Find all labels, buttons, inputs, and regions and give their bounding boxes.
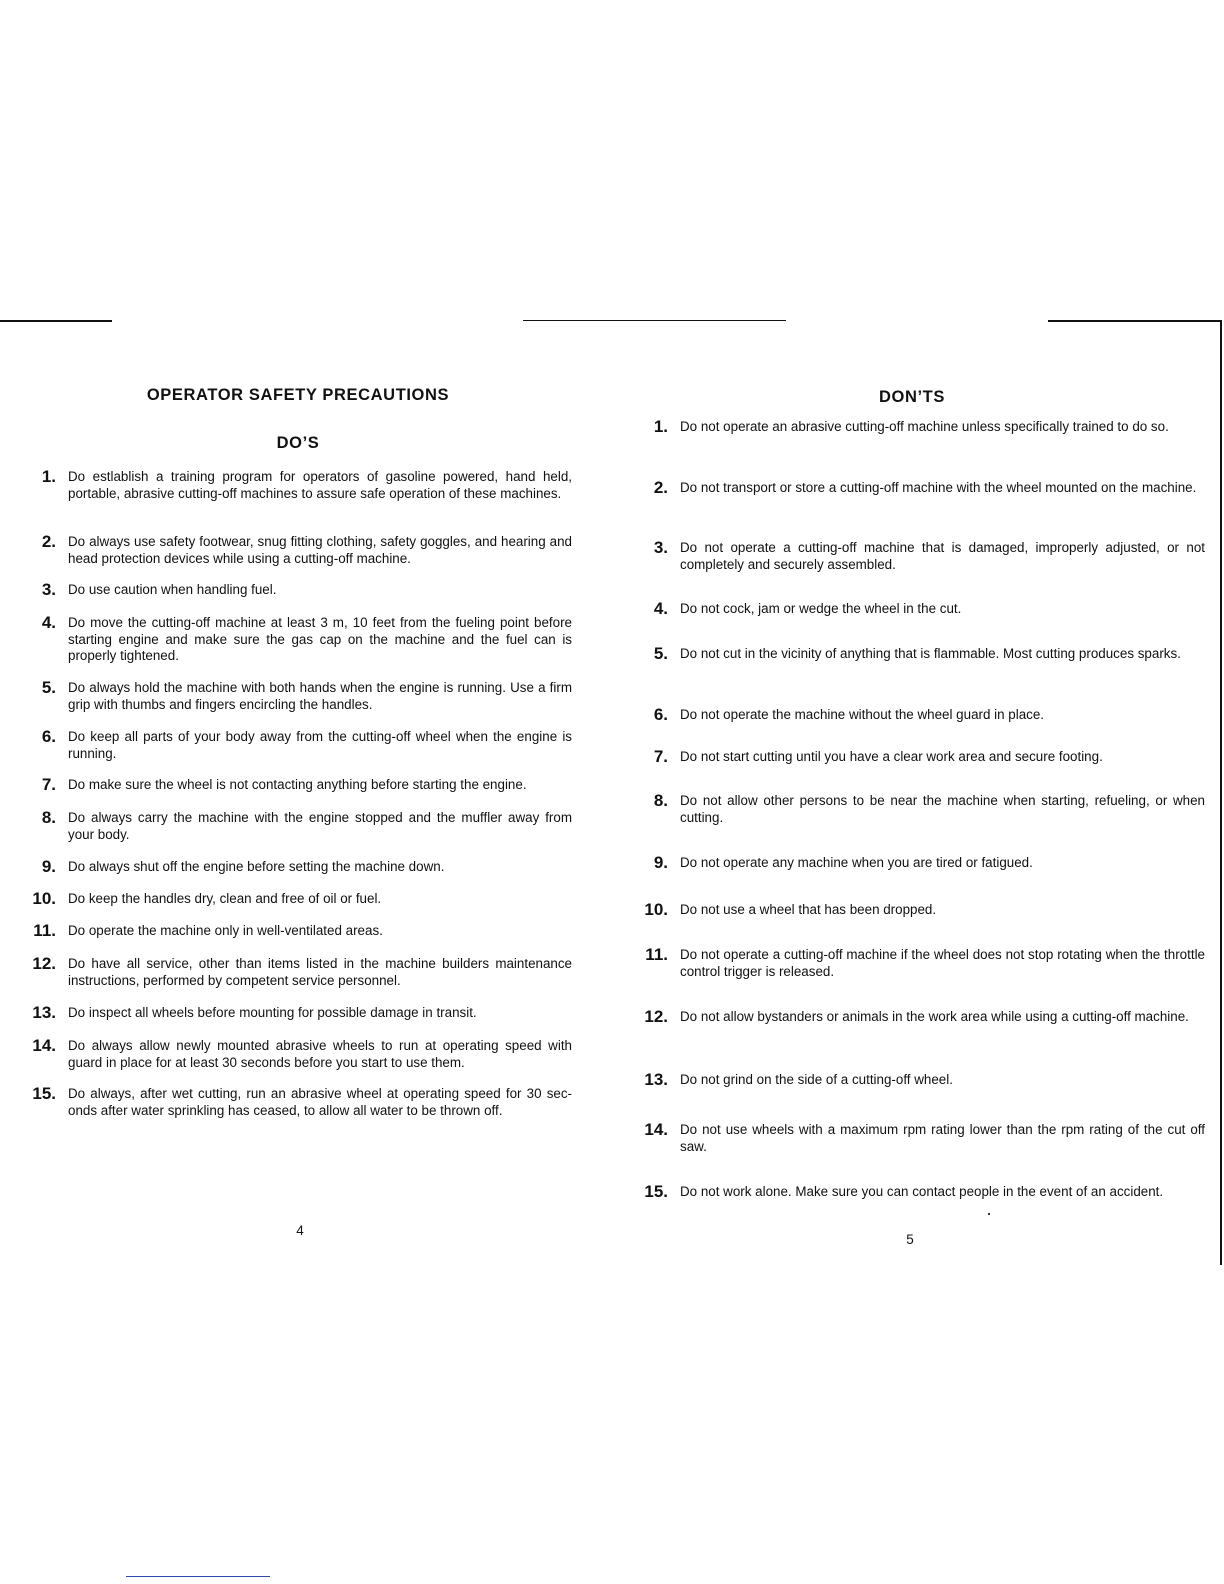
item-number: 11. <box>645 945 668 964</box>
item-text: Do not cut in the vicinity of anything that is flammable. Most cutting produces sparks. <box>680 646 1181 661</box>
dos-item <box>24 533 572 567</box>
donts-item <box>640 539 1205 573</box>
item-text: Do make sure the wheel is not contacting anything before starting the engine. <box>68 777 527 792</box>
dos-item <box>24 614 572 665</box>
donts-item <box>640 854 1205 872</box>
item-number: 15. <box>644 1182 668 1201</box>
donts-item <box>640 1183 1205 1201</box>
donts-item <box>640 792 1205 826</box>
item-number: 4. <box>41 613 56 632</box>
item-number: 1. <box>653 417 668 436</box>
item-text: Do not transport or store a cutting-off machine with the wheel mounted on the machine. <box>680 480 1197 495</box>
donts-item <box>640 418 1205 436</box>
donts-item <box>640 1071 1205 1089</box>
dos-item <box>24 809 572 843</box>
dos-item <box>24 1037 572 1071</box>
item-text: Do estlablish a training program for operators of gasoline powered, hand held, portable, abrasive cutting-off machines to assure safe operation of these machines. <box>68 469 572 501</box>
dos-item <box>24 890 572 908</box>
dos-item <box>24 922 572 940</box>
dos-item <box>24 1004 572 1022</box>
dos-item <box>24 581 572 599</box>
item-text: Do not operate the machine without the wheel guard in place. <box>680 707 1045 722</box>
donts-item <box>640 600 1205 618</box>
item-text: Do not work alone. Make sure you can contact people in the event of an accident. <box>680 1184 1164 1199</box>
page-number: 4 <box>296 1223 304 1238</box>
item-text: Do not operate an abrasive cutting-off machine unless specifically trained to do so. <box>680 419 1169 434</box>
item-text: Do not operate any machine when you are tired or fatigued. <box>680 855 1033 870</box>
item-text: Do always use safety footwear, snug fitting clothing, safety goggles, and hearing and head protection devices while using a cutting-off machine. <box>68 534 572 566</box>
right-edge-rule <box>1220 320 1222 1265</box>
donts-item <box>640 901 1205 919</box>
page-title: OPERATOR SAFETY PRECAUTIONS <box>146 386 450 404</box>
donts-item <box>640 1121 1205 1155</box>
dos-item <box>24 776 572 794</box>
item-text: Do not cock, jam or wedge the wheel in the cut. <box>680 601 962 616</box>
item-text: Do keep the handles dry, clean and free of oil or fuel. <box>68 891 382 906</box>
item-number: 13. <box>644 1070 668 1089</box>
item-number: 15. <box>32 1084 56 1103</box>
dos-item <box>24 679 572 713</box>
dos-item <box>24 1085 572 1119</box>
item-number: 2. <box>41 532 56 551</box>
item-text: Do operate the machine only in well-ventilated areas. <box>68 923 383 938</box>
item-number: 9. <box>653 853 668 872</box>
item-text: Do move the cutting-off machine at least 3 m, 10 feet from the fueling point before starting engine and make sure the gas cap on the machine and the fuel can is properly tightened. <box>68 615 572 663</box>
item-number: 11. <box>33 921 56 940</box>
item-number: 8. <box>653 791 668 810</box>
donts-item <box>640 706 1205 724</box>
donts-item <box>640 479 1205 497</box>
item-number: 12. <box>32 954 56 973</box>
item-text: Do not grind on the side of a cutting-off wheel. <box>680 1072 953 1087</box>
page-number: 5 <box>906 1232 914 1247</box>
donts-item <box>640 946 1205 980</box>
item-text: Do always carry the machine with the engine stopped and the muffler away from your body. <box>68 810 572 842</box>
item-number: 4. <box>653 599 668 618</box>
item-number: 9. <box>41 857 56 876</box>
item-number: 5. <box>653 644 668 663</box>
item-number: 14. <box>644 1120 668 1139</box>
dos-item <box>24 955 572 989</box>
donts-item <box>640 748 1205 766</box>
item-text: Do not start cutting until you have a clear work area and secure footing. <box>680 749 1103 764</box>
item-text: Do keep all parts of your body away from the cutting-off wheel when the engine is running. <box>68 729 572 761</box>
dos-item <box>24 858 572 876</box>
donts-heading-text: DON’TS <box>879 388 945 406</box>
item-text: Do not use wheels with a maximum rpm rating lower than the rpm rating of the cut off saw. <box>680 1122 1205 1154</box>
item-number: 7. <box>653 747 668 766</box>
item-text: Do always allow newly mounted abrasive wheels to run at operating speed with guard in place for at least 30 seconds before you start to use them. <box>68 1038 572 1070</box>
item-text: Do not allow other persons to be near the machine when starting, refueling, or when cutting. <box>680 793 1205 825</box>
item-number: 6. <box>41 727 56 746</box>
item-text: Do use caution when handling fuel. <box>68 582 277 597</box>
item-number: 14. <box>32 1036 56 1055</box>
item-number: 7. <box>41 775 56 794</box>
item-number: 10. <box>644 900 668 919</box>
donts-item <box>640 1008 1205 1026</box>
item-text: Do always, after wet cutting, run an abrasive wheel at operating speed for 30 sec-onds after water sprinkling has ceased, to allow all water to be thrown off. <box>68 1086 572 1118</box>
item-number: 12. <box>644 1007 668 1026</box>
dos-heading: DO’S <box>276 434 320 452</box>
item-number: 10. <box>32 889 56 908</box>
item-number: 3. <box>653 538 668 557</box>
top-rule-left <box>0 320 112 322</box>
item-number: 1. <box>41 467 56 486</box>
item-text: Do not allow bystanders or animals in the work area while using a cutting-off machine. <box>680 1009 1189 1024</box>
bottom-rule <box>126 1576 270 1577</box>
item-text: Do have all service, other than items listed in the machine builders maintenance instructions, performed by competent service personnel. <box>68 956 572 988</box>
print-speck <box>988 1213 990 1215</box>
item-text: Do inspect all wheels before mounting for possible damage in transit. <box>68 1005 477 1020</box>
item-number: 3. <box>41 580 56 599</box>
item-text: Do always hold the machine with both hands when the engine is running. Use a firm grip with thumbs and fingers encircling the handles. <box>68 680 572 712</box>
item-text: Do not operate a cutting-off machine that is damaged, improperly adjusted, or not completely and securely assembled. <box>680 540 1205 572</box>
dos-item <box>24 468 572 502</box>
item-text: Do not operate a cutting-off machine if the wheel does not stop rotating when the throttle control trigger is released. <box>680 947 1205 979</box>
item-number: 5. <box>41 678 56 697</box>
top-rule-center <box>523 320 786 321</box>
item-number: 8. <box>41 808 56 827</box>
item-text: Do always shut off the engine before setting the machine down. <box>68 859 445 874</box>
item-number: 2. <box>653 478 668 497</box>
item-number: 13. <box>32 1003 56 1022</box>
item-number: 6. <box>653 705 668 724</box>
item-text: Do not use a wheel that has been dropped. <box>680 902 937 917</box>
donts-item <box>640 645 1205 663</box>
dos-item <box>24 728 572 762</box>
top-rule-right <box>1048 320 1222 322</box>
